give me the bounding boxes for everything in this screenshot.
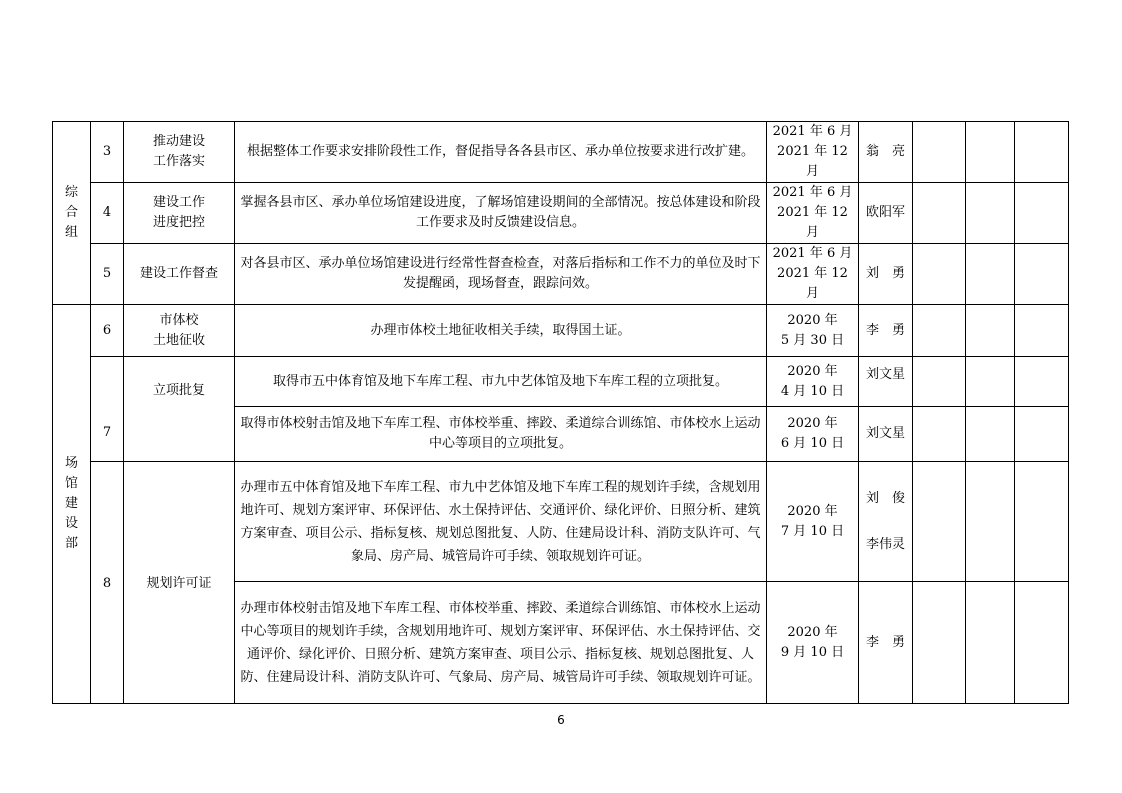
empty-cell [966,357,1015,407]
task-person: 李 勇 [859,582,913,704]
task-name: 规划许可证 [124,462,235,704]
task-person: 翁 亮 [859,122,913,183]
empty-cell [1015,183,1069,244]
empty-cell [1015,357,1069,407]
table-row [53,305,1069,357]
empty-cell [966,122,1015,183]
task-description: 掌握各县市区、承办单位场馆建设进度，了解场馆建设期间的全部情况。按总体建设和阶段工作要求及时反馈建设信息。 [235,183,767,244]
task-date: 2021 年 6 月 2021 年 12 月 [767,244,859,305]
task-date: 2020 年 4 月 10 日 [767,357,859,407]
work-plan-table [52,121,1069,704]
task-date: 2021 年 6 月 2021 年 12 月 [767,183,859,244]
row-number: 4 [91,183,124,244]
task-person: 刘 俊 李伟灵 [859,462,913,582]
empty-cell [966,305,1015,357]
empty-cell [966,183,1015,244]
table-row [53,244,1069,305]
task-name: 市体校 土地征收 [124,305,235,357]
empty-cell [913,244,966,305]
empty-cell [913,582,966,704]
task-description: 办理市五中体育馆及地下车库工程、市九中艺体馆及地下车库工程的规划许手续，含规划用地许可、规划方案评审、环保评估、水土保持评估、交通评价、绿化评价、日照分析、建筑方案审查、项目公示、指标复核、规划总图批复、人防、住建局设计科、消防支队许可、气象局、房产局、城管局许可手续、领取规划许可证。 [235,462,767,582]
task-date: 2020 年 9 月 10 日 [767,582,859,704]
row-number: 3 [91,122,124,183]
table-row [53,462,1069,582]
empty-cell [913,122,966,183]
empty-cell [913,183,966,244]
task-name: 推动建设 工作落实 [124,122,235,183]
row-number: 6 [91,305,124,357]
task-name: 建设工作督查 [124,244,235,305]
empty-cell [966,244,1015,305]
task-description: 取得市体校射击馆及地下车库工程、市体校举重、摔跤、柔道综合训练馆、市体校水上运动中心等项目的立项批复。 [235,407,767,462]
empty-cell [913,462,966,582]
empty-cell [1015,244,1069,305]
empty-cell [913,357,966,407]
empty-cell [1015,462,1069,582]
task-person: 刘文星 [859,357,913,407]
task-name: 建设工作 进度把控 [124,183,235,244]
task-person: 李 勇 [859,305,913,357]
empty-cell [1015,122,1069,183]
table-row [53,357,1069,407]
empty-cell [913,407,966,462]
task-description: 对各县市区、承办单位场馆建设进行经常性督查检查，对落后指标和工作不力的单位及时下发提醒函，现场督查，跟踪问效。 [235,244,767,305]
task-date: 2021 年 6 月 2021 年 12 月 [767,122,859,183]
empty-cell [966,582,1015,704]
row-number: 5 [91,244,124,305]
task-name: 立项批复 [124,357,235,462]
task-person: 刘文星 [859,407,913,462]
empty-cell [1015,407,1069,462]
empty-cell [1015,582,1069,704]
page-number: 6 [557,713,565,727]
task-person: 刘 勇 [859,244,913,305]
empty-cell [966,407,1015,462]
task-description: 根据整体工作要求安排阶段性工作，督促指导各各县市区、承办单位按要求进行改扩建。 [235,122,767,183]
dept-cell-changguan: 场 馆 建 设 部 [53,305,91,704]
empty-cell [1015,305,1069,357]
table-row [53,183,1069,244]
task-description: 办理市体校土地征收相关手续，取得国土证。 [235,305,767,357]
row-number: 7 [91,357,124,462]
empty-cell [913,305,966,357]
empty-cell [966,462,1015,582]
task-person: 欧阳军 [859,183,913,244]
task-date: 2020 年 5 月 30 日 [767,305,859,357]
task-description: 取得市五中体育馆及地下车库工程、市九中艺体馆及地下车库工程的立项批复。 [235,357,767,407]
task-date: 2020 年 6 月 10 日 [767,407,859,462]
dept-cell-zonghe: 综 合 组 [53,122,91,305]
row-number: 8 [91,462,124,704]
task-date: 2020 年 7 月 10 日 [767,462,859,582]
task-description: 办理市体校射击馆及地下车库工程、市体校举重、摔跤、柔道综合训练馆、市体校水上运动中心等项目的规划许手续，含规划用地许可、规划方案评审、环保评估、水土保持评估、交通评价、绿化评价、日照分析、建筑方案审查、项目公示、指标复核、规划总图批复、人防、住建局设计科、消防支队许可、气象局、房产局、城管局许可手续、领取规划许可证。 [235,582,767,704]
table-row [53,122,1069,183]
